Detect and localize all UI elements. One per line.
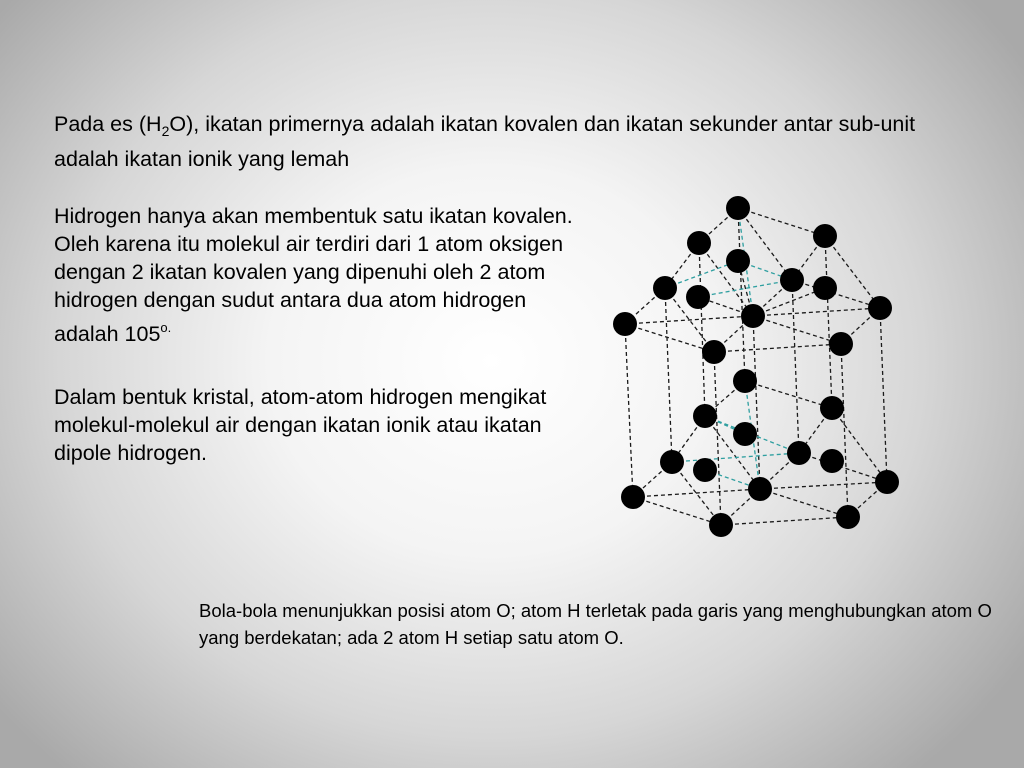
atom	[820, 449, 844, 473]
crystal-paragraph: Dalam bentuk kristal, atom-atom hidrogen mengikat molekul-molekul air dengan ikatan ionik atau ikatan dipole hidrogen.	[54, 385, 547, 465]
atom	[653, 276, 677, 300]
hydrogen-text: Hidrogen hanya akan membentuk satu ikatan kovalen. Oleh karena itu molekul air terdiri dari 1 atom oksigen dengan 2 ikatan kovalen yang dipenuhi oleh 2 atom hidrogen dengan sudut antara dua atom hidrogen adalah 105	[54, 204, 573, 346]
degree-superscript: o.	[160, 320, 172, 335]
atom	[741, 304, 765, 328]
atom	[726, 196, 750, 220]
figure-caption: Bola-bola menunjukkan posisi atom O; atom H terletak pada garis yang menghubungkan atom O yang berdekatan; ada 2 atom H setiap satu atom O.	[199, 600, 992, 648]
atom	[693, 458, 717, 482]
atom	[693, 404, 717, 428]
atom	[613, 312, 637, 336]
atom	[820, 396, 844, 420]
atom	[686, 285, 710, 309]
intro-text-start: Pada es (H	[54, 112, 162, 136]
atom	[687, 231, 711, 255]
atom	[787, 441, 811, 465]
atom	[813, 276, 837, 300]
atom	[660, 450, 684, 474]
atom	[829, 332, 853, 356]
atom	[621, 485, 645, 509]
atom	[875, 470, 899, 494]
ice-crystal-structure-diagram	[590, 180, 920, 550]
oxygen-atoms	[613, 196, 899, 537]
vertical-bonds	[625, 208, 887, 525]
intro-text-end: O), ikatan primernya adalah ikatan kovalen dan ikatan sekunder antar sub-unit adalah ikatan ionik yang lemah	[54, 112, 916, 171]
atom	[748, 477, 772, 501]
intro-subscript: 2	[161, 123, 170, 139]
atom	[780, 268, 804, 292]
atom	[726, 249, 750, 273]
atom	[868, 296, 892, 320]
atom	[709, 513, 733, 537]
atom	[702, 340, 726, 364]
atom	[733, 369, 757, 393]
intro-paragraph	[54, 110, 954, 173]
hydrogen-paragraph	[54, 202, 594, 348]
atom	[733, 422, 757, 446]
atom	[836, 505, 860, 529]
atom	[813, 224, 837, 248]
